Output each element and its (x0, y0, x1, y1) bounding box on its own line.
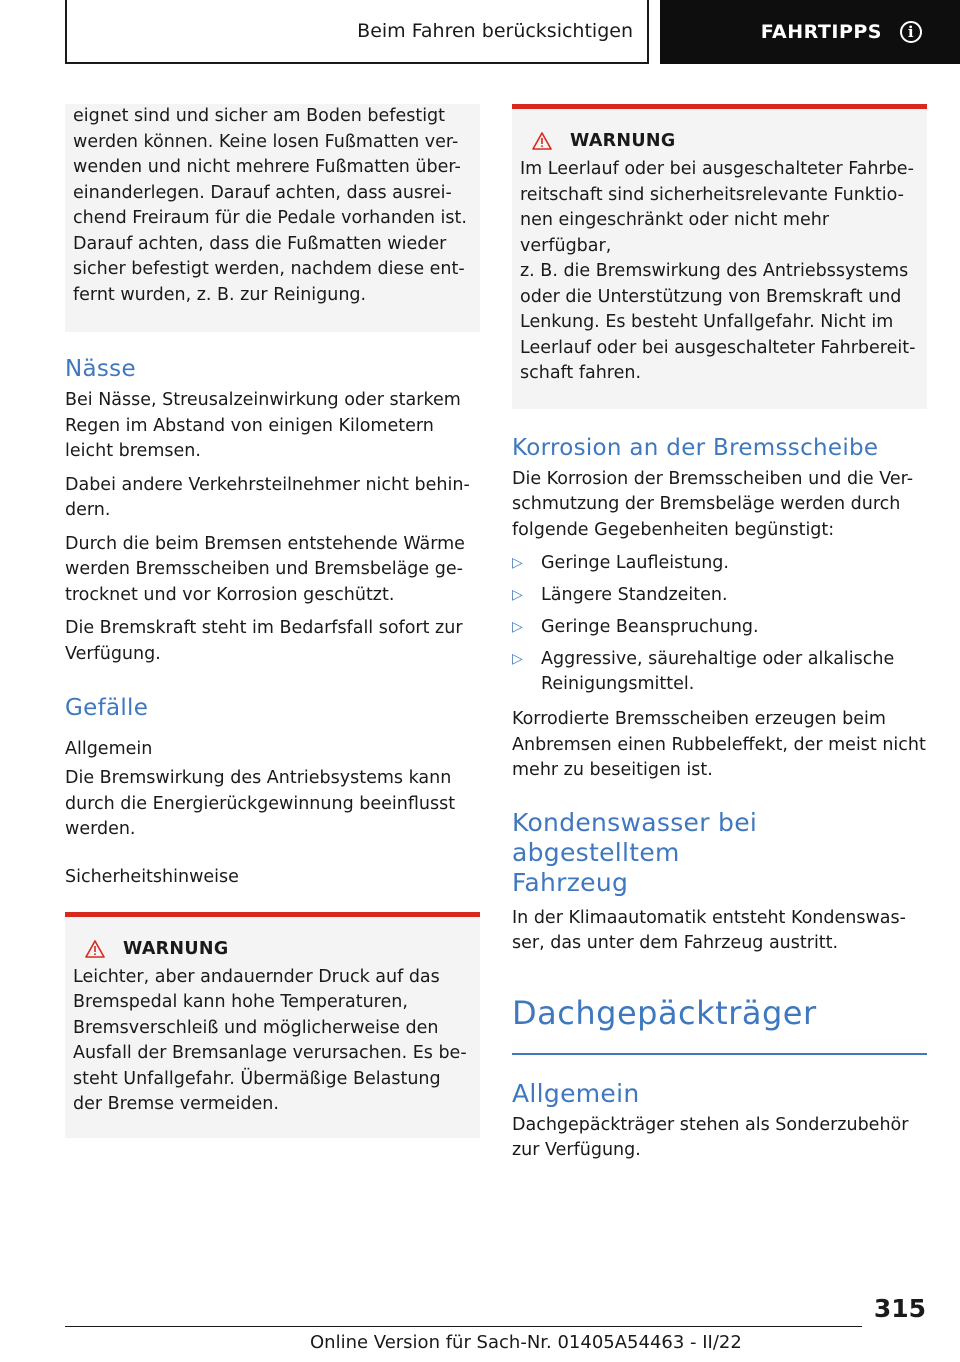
triangle-bullet-icon: ▷ (512, 619, 523, 635)
warning-text: Im Leerlauf oder bei ausgeschalteter Fahrbe- reitschaft sind sicherheitsrelevante Funktio- nen eingeschränkt oder nicht mehr verfügbar, z. B. die Bremswirkung des Antriebssystems oder die Unterstützung von Bremskraft und Lenkung. Es besteht Unfallgefahr. Nicht im Leerlauf oder bei ausgeschalteter Fahrbereit- schaft fahren. (520, 159, 916, 383)
korrosion-outro: Korrodierte Bremsscheiben erzeugen beim Anbremsen einen Rubbeleffekt, der meist nicht mehr zu beseitigen ist. (512, 709, 926, 780)
warning-title: WARNUNG (123, 938, 229, 959)
triangle-bullet-icon: ▷ (512, 651, 523, 667)
kondens-text: In der Klimaautomatik entsteht Kondenswas- ser, das unter dem Fahrzeug austritt. (512, 907, 906, 953)
warning-title: WARNUNG (570, 131, 676, 151)
warning-triangle-icon (532, 132, 552, 150)
list-item (512, 615, 927, 640)
header-chapter-text: FAHRTIPPS (760, 21, 882, 43)
list-item-text: Geringe Laufleistung. (541, 553, 729, 573)
header-chapter-tab (660, 0, 960, 64)
warning-header (73, 939, 472, 959)
paragraph: Bei Nässe, Streusalzeinwirkung oder starkem Regen im Abstand von einigen Kilometern leicht bremsen. (65, 390, 461, 461)
warning-box-leerlauf (512, 104, 927, 409)
header-section-text: Beim Fahren berücksichtigen (357, 20, 633, 42)
section-heading-allgemein: Allgemein (512, 1078, 640, 1108)
list-item (512, 551, 927, 576)
warning-triangle-icon (85, 940, 105, 958)
section-heading-gefaelle: Gefälle (65, 695, 149, 721)
page-number: 315 (873, 1294, 926, 1323)
section-heading-kondenswasser: Kondenswasser bei abgestelltem Fahrzeug (512, 807, 758, 897)
warning-text: Leichter, aber andauernder Druck auf das Bremspedal kann hohe Temperaturen, Bremsverschleiß und möglicherweise den Ausfall der Bremsanlage verursachen. Es be- steht Unfallgefahr. Übermäßige Belastung der Bremse vermeiden. (73, 966, 467, 1114)
right-column (512, 104, 927, 1172)
paragraph: Dabei andere Verkehrsteilnehmer nicht behin- dern. (65, 474, 470, 520)
triangle-bullet-icon: ▷ (512, 555, 523, 571)
heading-rule (512, 1053, 927, 1055)
subheading-allgemein: Allgemein (65, 739, 153, 759)
continued-note-text: eignet sind und sicher am Boden befestigt werden können. Keine losen Fußmatten ver- wenden und nicht mehrere Fußmatten über- einanderlegen. Darauf achten, dass ausrei- chend Freiraum für die Pedale vorhanden ist. Darauf achten, dass die Fußmatten wieder sicher befestigt werden, nachdem diese ent- fernt wurden, z. B. zur Reinigung. (73, 106, 467, 305)
subheading-sicherheitshinweise: Sicherheitshinweise (65, 866, 239, 887)
dach-text: Dachgepäckträger stehen als Sonderzubehör zur Verfügung. (512, 1114, 909, 1160)
chapter-heading-dachgepaecktraeger: Dachgepäckträger (512, 993, 817, 1032)
naesse-paragraphs (65, 388, 480, 667)
left-column (65, 104, 480, 1138)
warning-header (520, 131, 919, 151)
section-heading-naesse: Nässe (65, 356, 136, 382)
triangle-bullet-icon: ▷ (512, 587, 523, 603)
list-item-text: Längere Standzeiten. (541, 585, 728, 605)
info-circle-icon: i (900, 21, 922, 43)
footer-rule (65, 1326, 862, 1327)
list-item (512, 647, 927, 697)
list-item-text: Geringe Beanspruchung. (541, 617, 759, 637)
list-item (512, 583, 927, 608)
warning-box-bremse (65, 912, 480, 1138)
section-heading-korrosion: Korrosion an der Bremsscheibe (512, 434, 879, 461)
allgemein-text: Die Bremswirkung des Antriebsystems kann durch die Energierückgewinnung beeinflusst werden. (65, 768, 456, 839)
korrosion-intro: Die Korrosion der Bremsscheiben und die Ver- schmutzung der Bremsbeläge werden durch folgende Gegebenheiten begünstigt: (512, 468, 914, 540)
paragraph: Durch die beim Bremsen entstehende Wärme werden Bremsscheiben und Bremsbeläge ge- trocknet und vor Korrosion geschützt. (65, 533, 465, 605)
korrosion-list (512, 551, 927, 697)
continued-note-box (65, 104, 480, 332)
header-section-label (65, 0, 649, 64)
list-item-text: Aggressive, säurehaltige oder alkalische Reinigungsmittel. (541, 649, 895, 694)
paragraph: Die Bremskraft steht im Bedarfsfall sofort zur Verfügung. (65, 618, 463, 664)
footer-text: Online Version für Sach-Nr. 01405A54463 - II/22 (310, 1332, 742, 1353)
